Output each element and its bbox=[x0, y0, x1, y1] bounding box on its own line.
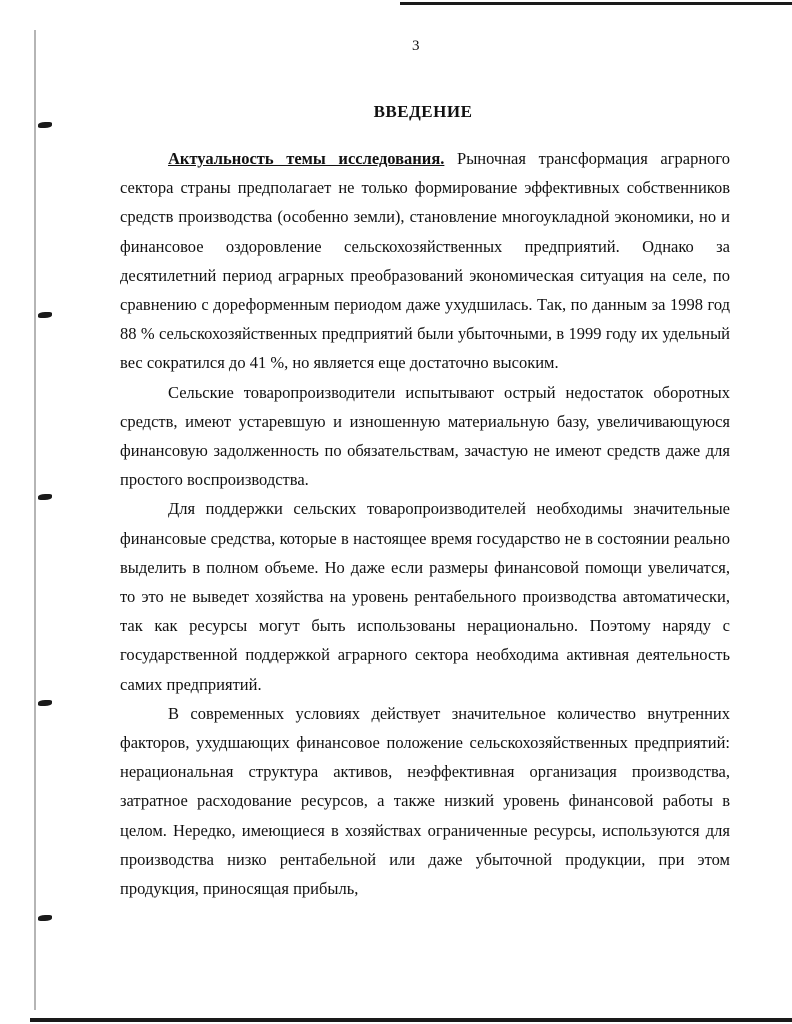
scan-border-top bbox=[400, 2, 792, 5]
binding-hole-mark bbox=[38, 494, 52, 500]
paragraph: В современных условиях действует значительное количество внутренних факторов, ухудшающих финансовое положение сельскохозяйственных предприятий: нерациональная структура активов, неэффективная организация производства, затратное расходование ресурсов, а также низкий уровень финансовой работы в целом. Нередко, имеющиеся в хозяйствах ограниченные ресурсы, используются для производства низко рентабельной или даже убыточной продукции, при этом продукция, приносящая прибыль, bbox=[120, 703, 730, 899]
paragraph-relevance bbox=[120, 144, 730, 378]
scan-border-bottom bbox=[30, 1018, 792, 1022]
paragraph: Сельские товаропроизводители испытывают острый недостаток оборотных средств, имеют устаревшую и изношенную материальную базу, увеличивающуюся финансовую задолженность по обязательствам, зачастую не имеют средств даже для простого воспроизводства. bbox=[120, 382, 730, 490]
binding-hole-mark bbox=[38, 312, 52, 318]
binding-hole-mark bbox=[38, 700, 52, 706]
binding-hole-mark bbox=[38, 915, 52, 921]
paragraph-text: Рыночная трансформация аграрного сектора страны предполагает не только формирование эффективных собственников средств производства (особенно земли), становление многоукладной экономики, но и финансовое оздоровление сельскохозяйственных предприятий. Однако за десятилетний период аграрных преобразований экономическая ситуация на селе, по сравнению с дореформенным периодом даже ухудшилась. Так, по данным за 1998 год 88 % сельскохозяйственных предприятий были убыточными, в 1999 году их удельный вес сократился до 41 %, но является еще достаточно высоким. bbox=[120, 149, 731, 373]
binding-hole-mark bbox=[38, 122, 52, 128]
page-title: ВВЕДЕНИЕ bbox=[373, 102, 473, 121]
page-number: 3 bbox=[412, 38, 420, 54]
paragraph: Для поддержки сельских товаропроизводителей необходимы значительные финансовые средства, которые в настоящее время государство не в состоянии реально выделить в полном объеме. Но даже если размеры финансовой помощи увеличатся, то это не выведет хозяйства на уровень рентабельного производства автоматически, так как ресурсы могут быть использованы нерационально. Поэтому наряду с государственной поддержкой аграрного сектора необходима активная деятельность самих предприятий. bbox=[120, 499, 730, 694]
body-text bbox=[120, 144, 730, 903]
relevance-lead-in: Актуальность темы исследования. bbox=[168, 149, 445, 168]
scan-border-left bbox=[34, 30, 36, 1010]
